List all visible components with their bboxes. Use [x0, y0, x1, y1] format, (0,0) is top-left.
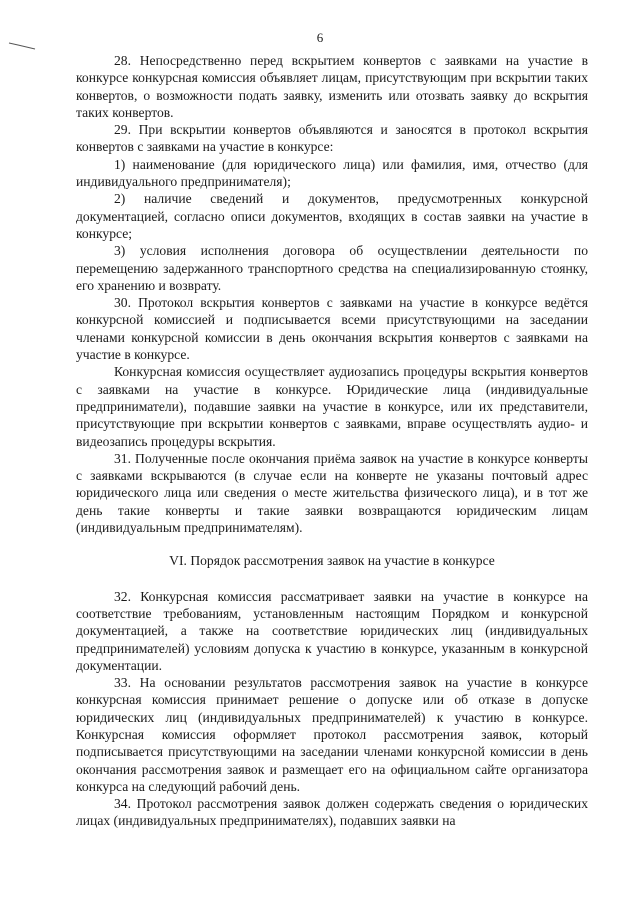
paragraph-30-audio: Конкурсная комиссия осуществляет аудиозапись процедуры вскрытия конвертов с заявками на участие в конкурсе. Юридические лица (индивидуальные предприниматели), подавшие заявки на участие в конкурсе, или их представители, присутствующие при вскрытии конвертов с заявками, вправе осуществлять аудио- и видеозапись процедуры вскрытия. [76, 364, 588, 449]
list-item-1: 1) наименование (для юридического лица) или фамилия, имя, отчество (для индивидуального предпринимателя); [76, 156, 588, 190]
list-item-3: 3) условия исполнения договора об осуществлении деятельности по перемещению задержанного транспортного средства на специализированную стоянку, его хранению и возврату. [76, 243, 588, 293]
page-number: 6 [316, 30, 324, 45]
paragraph-34: 34. Протокол рассмотрения заявок должен содержать сведения о юридических лицах (индивидуальных предпринимателях), подавших заявки на [76, 796, 588, 829]
list-item-2: 2) наличие сведений и документов, предусмотренных конкурсной документацией, согласно описи документов, входящих в состав заявки на участие в конкурсе; [76, 191, 588, 241]
paragraph-32: 32. Конкурсная комиссия рассматривает заявки на участие в конкурсе на соответствие требованиям, установленным настоящим Порядком и конкурсной документацией, а также на соответствие юридических лиц (индивидуальных предпринимателей) условиям допуска к участию в конкурсе, указанным в конкурсной документации. [76, 588, 588, 673]
paragraph-28: 28. Непосредственно перед вскрытием конвертов с заявками на участие в конкурсе конкурсная комиссия объявляет лицам, присутствующим при вскрытии таких конвертов, о возможности подать заявку, изменить или отозвать заявку до вскрытия таких конвертов. [76, 53, 588, 120]
document-body [76, 52, 588, 830]
paragraph-31: 31. Полученные после окончания приёма заявок на участие в конкурсе конверты с заявками вскрываются (в случае если на конверте не указаны почтовый адрес юридического лица или сведения о месте жительства физического лица), и в тот же день такие конверты и такие заявки возвращаются юридическим лицам (индивидуальным предпринимателям). [76, 450, 588, 536]
paragraph-30: 30. Протокол вскрытия конвертов с заявками на участие в конкурсе ведётся конкурсной комиссией и подписывается всеми присутствующими на заседании членами конкурсной комиссии в день окончания вскрытия конвертов с заявками на участие в конкурсе. [76, 295, 588, 363]
paragraph-29: 29. При вскрытии конвертов объявляются и заносятся в протокол вскрытия конвертов с заявками на участие в конкурсе: [76, 122, 588, 155]
paragraph-33: 33. На основании результатов рассмотрения заявок на участие в конкурсе конкурсная комиссия принимает решение о допуске или об отказе в допуске юридических лиц (индивидуальных предпринимателей) к участию в конкурсе. Конкурсная комиссия оформляет протокол рассмотрения заявок, который подписывается присутствующими на заседании членами конкурсной комиссии в день окончания рассмотрения заявок и размещает его на официальном сайте организатора конкурса на следующий рабочий день. [76, 675, 588, 794]
section-heading: VI. Порядок рассмотрения заявок на участие в конкурсе [169, 553, 495, 569]
